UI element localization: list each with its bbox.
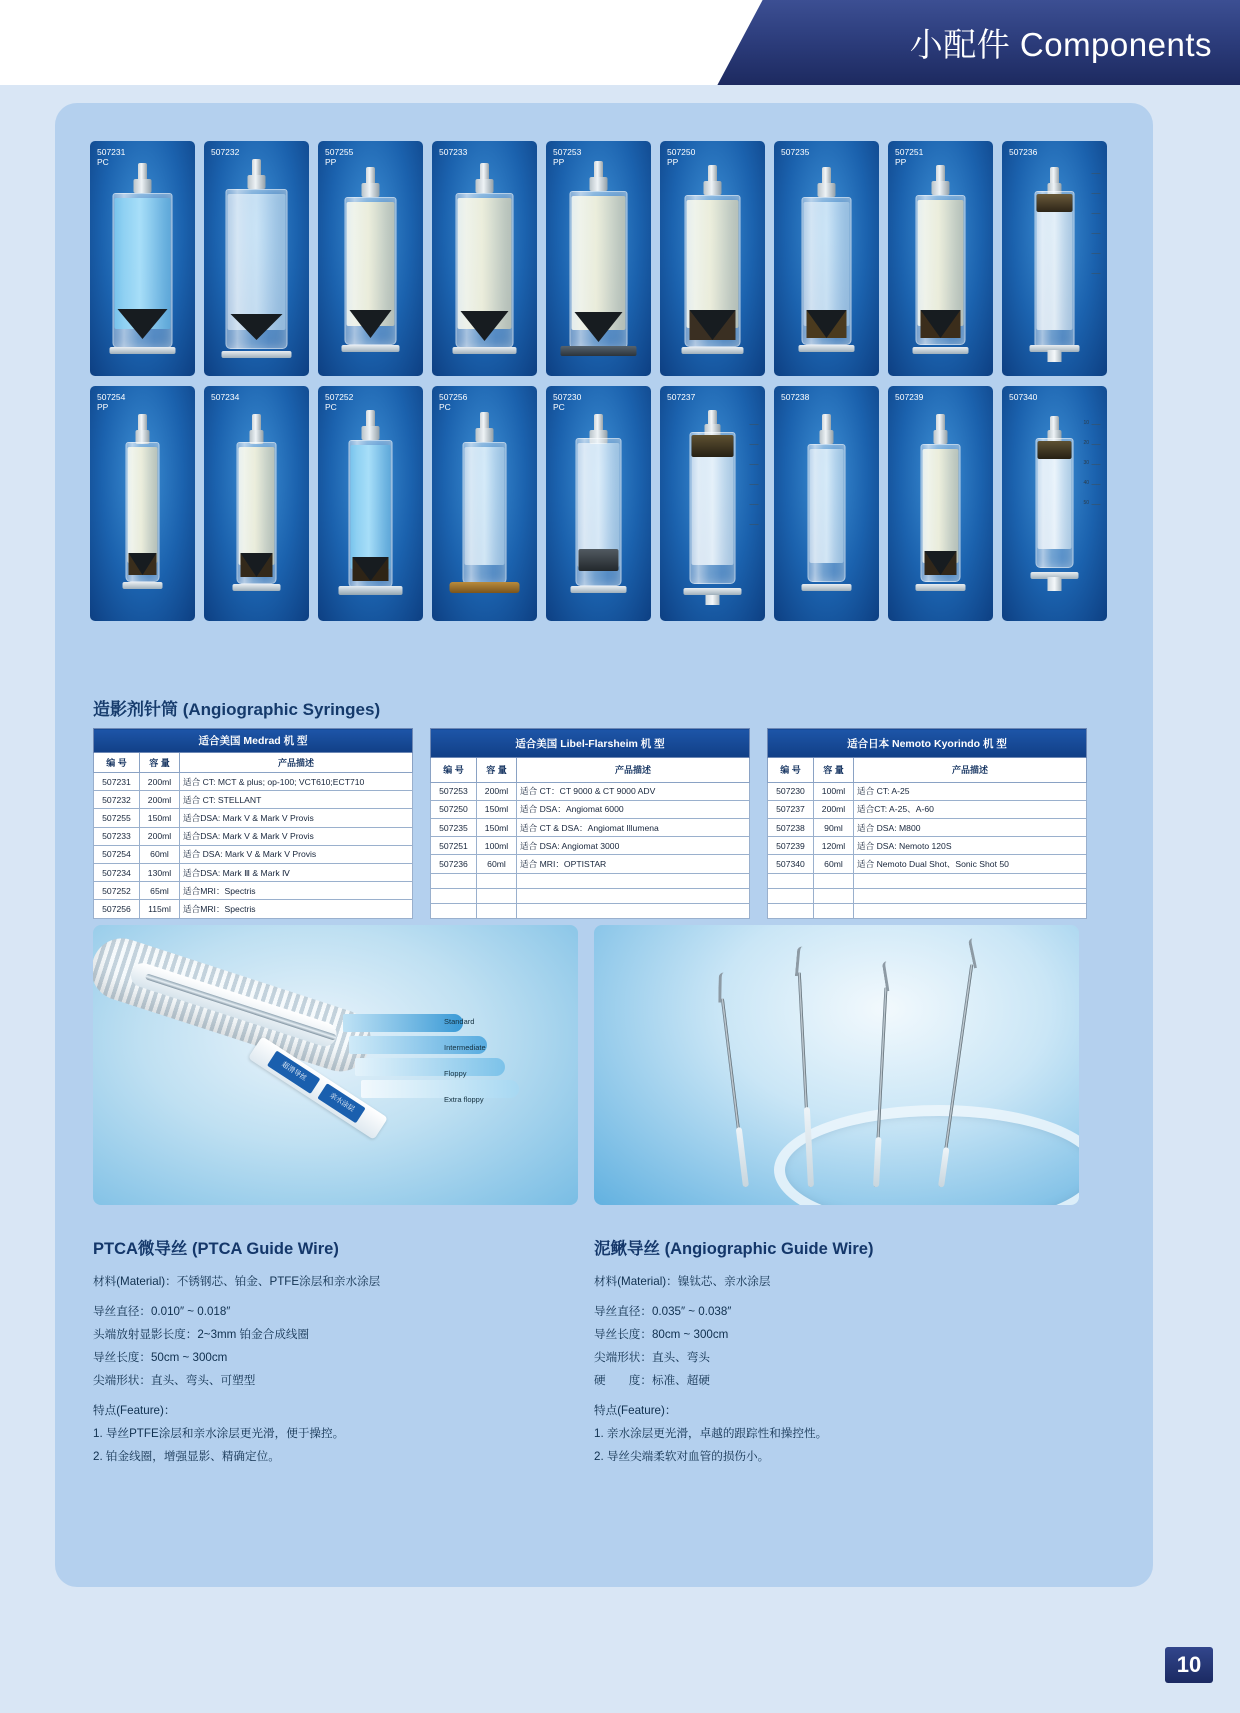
- product-cell: [546, 141, 651, 376]
- product-cell: [888, 141, 993, 376]
- cell-desc: 适合 DSA: Angiomat 3000: [517, 837, 750, 855]
- product-code: 507234: [211, 392, 240, 402]
- table-row: [431, 855, 750, 873]
- table-row: [94, 863, 413, 881]
- cell-volume: [477, 873, 517, 888]
- table-row: [94, 791, 413, 809]
- cell-volume: 150ml: [140, 809, 180, 827]
- cell-code: 507230: [768, 782, 814, 800]
- agw-feature: 2. 导丝尖端柔软对血管的损伤小。: [594, 1450, 770, 1463]
- cell-code: [431, 888, 477, 903]
- volume-scale: 10 20 30 40 50: [1078, 394, 1100, 597]
- cell-volume: [477, 888, 517, 903]
- syringe-spec-tables: [93, 728, 1087, 919]
- page-header: [0, 0, 1240, 85]
- product-row-2: [90, 386, 1120, 621]
- product-code: 507253 PP: [553, 147, 582, 167]
- column-header-desc: 产品描述: [854, 758, 1087, 782]
- table-row: [431, 800, 750, 818]
- cell-code: 507252: [94, 882, 140, 900]
- spec-table-medrad: [93, 728, 413, 919]
- table-row: [94, 773, 413, 791]
- cell-desc: 适合 MRI：OPTISTAR: [517, 855, 750, 873]
- cell-desc: 适合CT: A-25、A-60: [854, 800, 1087, 818]
- cell-volume: [814, 888, 854, 903]
- cell-code: 507234: [94, 863, 140, 881]
- product-cell: [318, 141, 423, 376]
- agw-feature: 1. 亲水涂层更光滑，卓越的跟踪性和操控性。: [594, 1427, 828, 1440]
- cell-volume: 60ml: [814, 855, 854, 873]
- agw-title: 泥鳅导丝 (Angiographic Guide Wire): [594, 1240, 874, 1258]
- ptca-line: 头端放射显影长度：2~3mm 铂金合成线圈: [93, 1328, 310, 1341]
- product-code: 507340: [1009, 392, 1038, 402]
- column-header-desc: 产品描述: [180, 753, 413, 773]
- spec-table-nemoto-kyorindo: [767, 728, 1087, 919]
- angiographic-guide-wire-spec: [594, 1235, 1064, 1470]
- product-code: 507236: [1009, 147, 1038, 157]
- volume-scale: [736, 394, 758, 597]
- cell-volume: 65ml: [140, 882, 180, 900]
- product-cell: [660, 386, 765, 621]
- ptca-material: 材料(Material)：不锈钢芯、铂金、PTFE涂层和亲水涂层: [93, 1275, 381, 1288]
- product-code: 507233: [439, 147, 468, 157]
- product-code: 507251 PP: [895, 147, 924, 167]
- column-header-volume: 容 量: [477, 758, 517, 782]
- table-row: [768, 818, 1087, 836]
- ptca-feature-title: 特点(Feature)：: [93, 1404, 176, 1417]
- cell-desc: 适合DSA: Mark V & Mark V Provis: [180, 809, 413, 827]
- cell-volume: 130ml: [140, 863, 180, 881]
- cell-code: 507253: [431, 782, 477, 800]
- cell-desc: 适合MRI：Spectris: [180, 900, 413, 918]
- cell-volume: [477, 903, 517, 918]
- angiographic-guide-wire-photo: [594, 925, 1079, 1205]
- product-code: 507252 PC: [325, 392, 354, 412]
- cell-code: 507250: [431, 800, 477, 818]
- product-cell: [888, 386, 993, 621]
- cell-volume: 60ml: [477, 855, 517, 873]
- cell-code: 507340: [768, 855, 814, 873]
- product-cell: [204, 141, 309, 376]
- legend-item: Intermediate: [444, 1043, 486, 1052]
- cell-code: 507256: [94, 900, 140, 918]
- legend-item: Standard: [444, 1017, 475, 1026]
- product-code: 507230 PC: [553, 392, 582, 412]
- cell-volume: 150ml: [477, 818, 517, 836]
- table-row: [94, 845, 413, 863]
- cell-code: 507238: [768, 818, 814, 836]
- ptca-feature: 1. 导丝PTFE涂层和亲水涂层更光滑，便于操控。: [93, 1427, 345, 1440]
- product-code: 507231 PC: [97, 147, 126, 167]
- cell-volume: 200ml: [814, 800, 854, 818]
- cell-desc: [854, 888, 1087, 903]
- table-row: [768, 782, 1087, 800]
- table-row: [768, 800, 1087, 818]
- column-header-desc: 产品描述: [517, 758, 750, 782]
- ptca-line: 导丝直径：0.010″ ~ 0.018″: [93, 1305, 231, 1318]
- cell-desc: [854, 903, 1087, 918]
- cell-volume: 60ml: [140, 845, 180, 863]
- cell-desc: 适合 CT：CT 9000 & CT 9000 ADV: [517, 782, 750, 800]
- cell-code: [431, 873, 477, 888]
- cell-code: 507255: [94, 809, 140, 827]
- product-code: 507250 PP: [667, 147, 696, 167]
- product-cell: [774, 141, 879, 376]
- table-row: [431, 903, 750, 918]
- cell-desc: [854, 873, 1087, 888]
- cell-volume: 150ml: [477, 800, 517, 818]
- table-row: [768, 903, 1087, 918]
- product-cell: [1002, 386, 1107, 621]
- agw-line: 硬 度：标准、超硬: [594, 1374, 710, 1387]
- ptca-feature: 2. 铂金线圈，增强显影、精确定位。: [93, 1450, 280, 1463]
- cell-volume: 120ml: [814, 837, 854, 855]
- table-header: 适合日本 Nemoto Kyorindo 机 型: [768, 729, 1087, 758]
- product-code: 507237: [667, 392, 696, 402]
- cell-code: 507239: [768, 837, 814, 855]
- table-row: [768, 855, 1087, 873]
- cell-volume: 200ml: [140, 773, 180, 791]
- cell-code: 507251: [431, 837, 477, 855]
- table-row: [768, 873, 1087, 888]
- cell-code: 507236: [431, 855, 477, 873]
- table-row: [431, 837, 750, 855]
- product-code: 507232: [211, 147, 240, 157]
- coiled-tubing: [774, 1105, 1079, 1205]
- product-cell: [90, 141, 195, 376]
- table-header: 适合美国 Libel-Flarsheim 机 型: [431, 729, 750, 758]
- cell-desc: [517, 903, 750, 918]
- table-row: [94, 882, 413, 900]
- handle-band-2-text: 亲水涂层: [328, 1092, 356, 1114]
- cell-volume: [814, 903, 854, 918]
- product-code: 507254 PP: [97, 392, 126, 412]
- table-row: [431, 782, 750, 800]
- legend-item: Extra floppy: [444, 1095, 484, 1104]
- product-code: 507235: [781, 147, 810, 157]
- product-code: 507255 PP: [325, 147, 354, 167]
- cell-desc: 适合 DSA: M800: [854, 818, 1087, 836]
- cell-desc: 适合DSA: Mark V & Mark V Provis: [180, 827, 413, 845]
- cell-desc: 适合 CT: A-25: [854, 782, 1087, 800]
- table-row: [431, 873, 750, 888]
- cell-desc: 适合 DSA: Nemoto 120S: [854, 837, 1087, 855]
- syringe-section-title: 造影剂针筒 (Angiographic Syringes): [93, 700, 381, 719]
- spec-table-libel-flarsheim: [430, 728, 750, 919]
- cell-volume: 200ml: [477, 782, 517, 800]
- column-header-code: 编 号: [431, 758, 477, 782]
- column-header-volume: 容 量: [814, 758, 854, 782]
- cell-volume: 200ml: [140, 827, 180, 845]
- product-cell: [774, 386, 879, 621]
- agw-feature-title: 特点(Feature)：: [594, 1404, 677, 1417]
- table-row: [431, 888, 750, 903]
- cell-volume: 100ml: [477, 837, 517, 855]
- agw-line: 尖端形状：直头、弯头: [594, 1351, 710, 1364]
- ptca-guide-wire-spec: [93, 1235, 563, 1470]
- product-code: 507239: [895, 392, 924, 402]
- agw-line: 导丝直径：0.035″ ~ 0.038″: [594, 1305, 732, 1318]
- product-image-grid: [90, 141, 1120, 631]
- ptca-title: PTCA微导丝 (PTCA Guide Wire): [93, 1240, 339, 1258]
- cell-code: 507232: [94, 791, 140, 809]
- content-panel: [55, 103, 1153, 1587]
- cell-volume: 100ml: [814, 782, 854, 800]
- page-number: 10: [1165, 1647, 1213, 1683]
- cell-volume: 90ml: [814, 818, 854, 836]
- product-code: 507238: [781, 392, 810, 402]
- product-cell: [432, 386, 537, 621]
- cell-desc: 适合 CT: MCT & plus; op-100; VCT610;ECT710: [180, 773, 413, 791]
- column-header-code: 编 号: [768, 758, 814, 782]
- table-row: [768, 837, 1087, 855]
- table-row: [768, 888, 1087, 903]
- cell-desc: [517, 873, 750, 888]
- table-row: [94, 827, 413, 845]
- product-code: 507256 PC: [439, 392, 468, 412]
- cell-code: 507237: [768, 800, 814, 818]
- column-header-code: 编 号: [94, 753, 140, 773]
- ptca-line: 尖端形状：直头、弯头、可塑型: [93, 1374, 256, 1387]
- cell-volume: 115ml: [140, 900, 180, 918]
- cell-desc: 适合 CT: STELLANT: [180, 791, 413, 809]
- product-row-1: [90, 141, 1120, 376]
- cell-code: 507233: [94, 827, 140, 845]
- cell-desc: 适合DSA: Mark Ⅲ & Mark Ⅳ: [180, 863, 413, 881]
- ptca-guide-wire-photo: [93, 925, 578, 1205]
- column-header-volume: 容 量: [140, 753, 180, 773]
- cell-desc: [517, 888, 750, 903]
- product-cell: [1002, 141, 1107, 376]
- cell-desc: 适合 DSA：Angiomat 6000: [517, 800, 750, 818]
- volume-scale: [1078, 149, 1100, 352]
- product-cell: [432, 141, 537, 376]
- cell-desc: 适合 Nemoto Dual Shot、Sonic Shot 50: [854, 855, 1087, 873]
- cell-code: 507235: [431, 818, 477, 836]
- page-title: 小配件 Components: [909, 26, 1212, 63]
- table-row: [431, 818, 750, 836]
- product-cell: [318, 386, 423, 621]
- agw-material: 材料(Material)：镍钛芯、亲水涂层: [594, 1275, 771, 1288]
- table-row: [94, 809, 413, 827]
- guide-wire: [721, 998, 747, 1187]
- legend-item: Floppy: [444, 1069, 467, 1078]
- cell-volume: [814, 873, 854, 888]
- cell-code: 507231: [94, 773, 140, 791]
- cell-code: 507254: [94, 845, 140, 863]
- header-notch-decoration: [597, 0, 762, 85]
- handle-band-1-text: 超滑导丝: [280, 1061, 308, 1083]
- cell-desc: 适合 DSA: Mark V & Mark V Provis: [180, 845, 413, 863]
- cell-volume: 200ml: [140, 791, 180, 809]
- product-cell: [90, 386, 195, 621]
- product-cell: [204, 386, 309, 621]
- cell-desc: 适合 CT & DSA：Angiomat Illumena: [517, 818, 750, 836]
- product-cell: [546, 386, 651, 621]
- table-row: [94, 900, 413, 918]
- cell-code: [431, 903, 477, 918]
- cell-desc: 适合MRI：Spectris: [180, 882, 413, 900]
- ptca-line: 导丝长度：50cm ~ 300cm: [93, 1351, 228, 1364]
- table-header: 适合美国 Medrad 机 型: [94, 729, 413, 753]
- cell-code: [768, 873, 814, 888]
- product-cell: [660, 141, 765, 376]
- cell-code: [768, 888, 814, 903]
- tip-legend: [444, 1009, 564, 1113]
- agw-line: 导丝长度：80cm ~ 300cm: [594, 1328, 729, 1341]
- cell-code: [768, 903, 814, 918]
